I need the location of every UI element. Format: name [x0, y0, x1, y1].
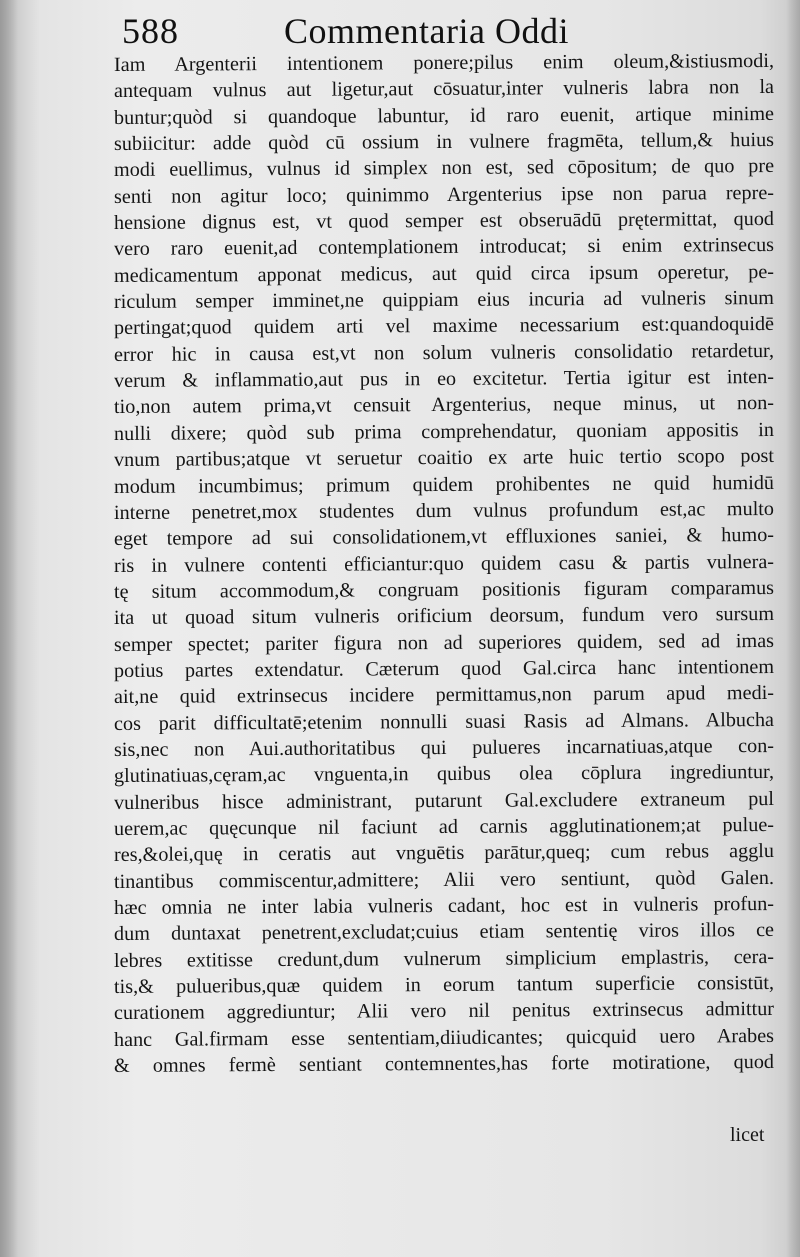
text-line: tio,non autem prima,vt censuit Argenterius, neque minus, ut non-: [113, 392, 775, 419]
text-line: interne penetret,mox studentes dum vulnus profundum est,ac multo: [113, 497, 775, 524]
text-line: vulneribus hisce administrant, putarunt Gal.excludere extraneum pul: [113, 787, 775, 814]
text-line: verum & inflammatio,aut pus in eo excitetur. Tertia igitur est inten-: [113, 366, 775, 393]
text-line: hæc omnia ne inter labia vulneris cadant, hoc est in vulneris profun-: [113, 892, 775, 919]
text-line: senti non agitur loco; quinimmo Argenterius ipse non parua repre-: [113, 181, 775, 208]
text-line: dum duntaxat penetrent,excludat;cuius etiam sententię viros illos ce: [113, 919, 775, 946]
text-line: ris in vulnere contenti efficiantur:quo quidem casu & partis vulnera-: [113, 550, 775, 577]
text-line: & omnes fermè sentiant contemnentes,has forte motiratione, quod: [113, 1051, 775, 1078]
text-line: glutinatiuas,cęram,ac vnguenta,in quibus olea cōplura ingrediuntur,: [113, 761, 775, 788]
text-line: tis,& pulueribus,quæ quidem in eorum tantum superficie consistūt,: [113, 971, 775, 999]
text-line: curationem aggrediuntur; Alii vero nil penitus extrinsecus admittur: [113, 998, 775, 1025]
text-line: pertingat;quod quidem arti vel maxime necessarium est:quandoquidē: [113, 313, 775, 340]
text-line: lebres extitisse credunt,dum vulnerum simplicium emplastris, cera-: [113, 945, 775, 972]
text-line: riculum semper imminet,ne quippiam eius incuria ad vulneris sinum: [113, 287, 775, 314]
text-line: tę situm accommodum,& congruam positionis figuram comparamus: [113, 576, 775, 603]
text-line: res,&olei,quę in ceratis aut vnguētis parātur,queq; cum rebus agglu: [113, 840, 775, 867]
text-line: ita ut quoad situm vulneris orificium deorsum, fundum vero sursum: [113, 603, 775, 630]
text-line: vnum partibus;atque vt seruetur coaitio ex arte huic tertio scopo post: [113, 445, 775, 472]
text-line: nulli dixere; quòd sub prima comprehendatur, quoniam appositis in: [113, 418, 775, 445]
page-number: 588: [122, 11, 179, 51]
text-line: modi euellimus, vulnus id simplex non est, sed cōpositum; de quo pre: [113, 155, 775, 182]
text-line: error hic in causa est,vt non solum vulneris consolidatio retardetur,: [113, 339, 775, 366]
text-line: potius partes extendatur. Cæterum quod Gal.circa hanc intentionem: [113, 655, 775, 682]
text-line: ait,ne quid extrinsecus incidere permittamus,non parum apud medi-: [113, 682, 775, 709]
text-line: semper spectet; pariter figura non ad superiores quidem, sed ad imas: [113, 629, 775, 656]
page-edge-shadow: [786, 0, 800, 1257]
page-header: [116, 8, 676, 52]
text-line: cos parit difficultatē;etenim nonnulli suasi Rasis ad Almans. Albucha: [113, 708, 775, 735]
text-line: tinantibus commiscentur,admittere; Alii vero sentiunt, quòd Galen.: [113, 866, 775, 893]
text-line: vero raro euenit,ad contemplationem introducat; si enim extrinsecus: [113, 234, 775, 261]
text-line: hanc Gal.firmam esse sententiam,diiudicantes; quicquid uero Arabes: [113, 1024, 775, 1051]
text-line: buntur;quòd si quandoque labuntur, id raro euenit, artique minime: [113, 102, 775, 129]
text-line: hensione dignus est, vt quod semper est obseruādū prętermittat, quod: [113, 208, 775, 235]
text-line: uerem,ac quęcunque nil faciunt ad carnis agglutinationem;at pulue-: [113, 813, 775, 840]
text-line: subiicitur: adde quòd cū ossium in vulnere fragmēta, tellum,& huius: [113, 128, 775, 156]
text-line: antequam vulnus aut ligetur,aut cōsuatur,inter vulneris labra non la: [113, 76, 775, 103]
text-line: eget tempore ad sui consolidationem,vt effluxiones saniei, & humo-: [113, 524, 775, 551]
text-line: Iam Argenterii intentionem ponere;pilus enim oleum,&istiusmodi,: [113, 49, 775, 76]
running-title: Commentaria Oddi: [284, 11, 569, 51]
page-gutter-shadow: [0, 0, 18, 1257]
catchword: licet: [730, 1124, 765, 1146]
body-text: [113, 49, 775, 1079]
text-line: modum incumbimus; primum quidem prohibentes ne quid humidū: [113, 471, 775, 498]
text-line: medicamentum apponat medicus, aut quid circa ipsum operetur, pe-: [113, 260, 775, 287]
text-line: sis,nec non Aui.authoritatibus qui pulueres incarnatiuas,atque con-: [113, 734, 775, 761]
